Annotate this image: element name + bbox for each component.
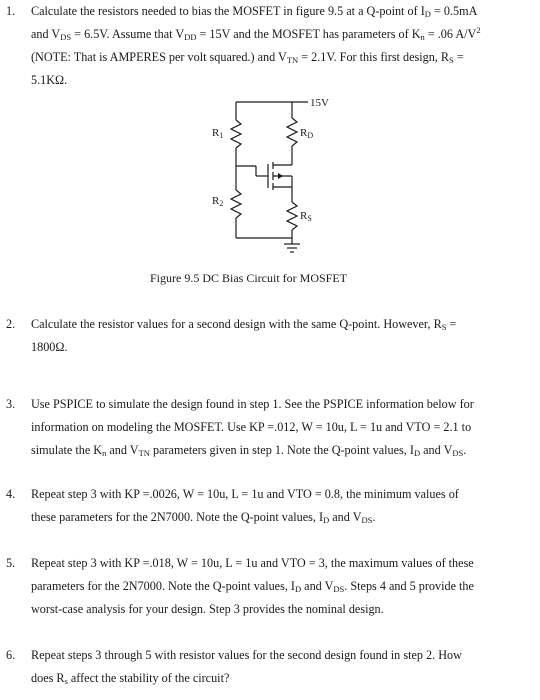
problem-2 bbox=[6, 313, 528, 359]
rd-resistor bbox=[287, 118, 297, 146]
supply-label: 15V bbox=[310, 97, 329, 109]
problem-line: Repeat steps 3 through 5 with resistor values for the second design found in step 2. How bbox=[31, 648, 462, 662]
problem-number: 3. bbox=[6, 397, 16, 411]
problem-line: (NOTE: That is AMPERES per volt squared.) and $V_{TN} = 2.1V$. For this first design, $R_S$ = bbox=[31, 50, 464, 65]
r1-label: R1 bbox=[212, 127, 224, 140]
r1-resistor bbox=[231, 120, 241, 148]
problem-line: Repeat step 3 with KP =.018, W = 10u, L = 1u and VTO = 3, the maximum values of these bbox=[31, 556, 474, 570]
problem-line: these parameters for the 2N7000. Note the Q-point values, $I_D$ and $V_{DS}$. bbox=[31, 510, 376, 525]
problem-text bbox=[31, 393, 528, 462]
rs-resistor bbox=[287, 202, 297, 230]
mosfet-bias-circuit-diagram bbox=[190, 92, 360, 268]
problem-number: 4. bbox=[6, 487, 16, 501]
problem-4 bbox=[6, 483, 528, 529]
problem-1 bbox=[6, 0, 528, 92]
problem-line: Repeat step 3 with KP =.0026, W = 10u, L = 1u and VTO = 0.8, the minimum values of bbox=[31, 487, 459, 501]
problem-line: 1800Ω. bbox=[31, 340, 68, 354]
problem-number: 5. bbox=[6, 556, 16, 570]
rs-label: RS bbox=[300, 210, 312, 223]
problem-line: information on modeling the MOSFET. Use KP =.012, W = 10u, L = 1u and VTO = 2.1 to bbox=[31, 420, 472, 434]
problem-line: 5.1KΩ. bbox=[31, 73, 68, 87]
r2-resistor bbox=[231, 190, 241, 218]
figure-caption: Figure 9.5 DC Bias Circuit for MOSFET bbox=[150, 271, 347, 285]
r2-label: R2 bbox=[212, 195, 224, 208]
problem-text bbox=[31, 644, 528, 690]
problem-text bbox=[31, 313, 528, 359]
rd-label: RD bbox=[300, 127, 314, 140]
arrow-icon bbox=[278, 173, 283, 179]
problem-line: Calculate the resistors needed to bias the MOSFET in figure 9.5 at a Q-point of $I_D = 0.5mA$ bbox=[31, 4, 478, 19]
problem-line: parameters for the 2N7000. Note the Q-point values, $I_D$ and $V_{DS}$. Steps 4 and 5 provide the bbox=[31, 579, 474, 594]
problem-line: Use PSPICE to simulate the design found in step 1. See the PSPICE information below for bbox=[31, 397, 474, 411]
problem-6 bbox=[6, 644, 528, 690]
problem-3 bbox=[6, 393, 528, 462]
problem-line: and $V_{DS} = 6.5V$. Assume that $V_{DD} = 15V$ and the MOSFET has parameters of $K_n = .06$ $A/V^2$ bbox=[31, 25, 481, 42]
problem-line: does $R_s$ affect the stability of the circuit? bbox=[31, 671, 230, 686]
problem-number: 6. bbox=[6, 648, 16, 662]
problem-text bbox=[31, 483, 528, 529]
problem-number: 1. bbox=[6, 4, 16, 18]
problem-text bbox=[31, 0, 528, 92]
problem-5 bbox=[6, 552, 528, 621]
circuit-figure bbox=[190, 92, 360, 268]
problem-number: 2. bbox=[6, 317, 16, 331]
problem-line: Calculate the resistor values for a second design with the same Q-point. However, $R_S$ = bbox=[31, 317, 457, 332]
problem-text bbox=[31, 552, 528, 621]
problem-line: simulate the $K_n$ and $V_{TN}$ parameters given in step 1. Note the Q-point values, $I_D$ and $V_{DS}$. bbox=[31, 443, 467, 458]
problem-line: worst-case analysis for your design. Step 3 provides the nominal design. bbox=[31, 602, 384, 616]
